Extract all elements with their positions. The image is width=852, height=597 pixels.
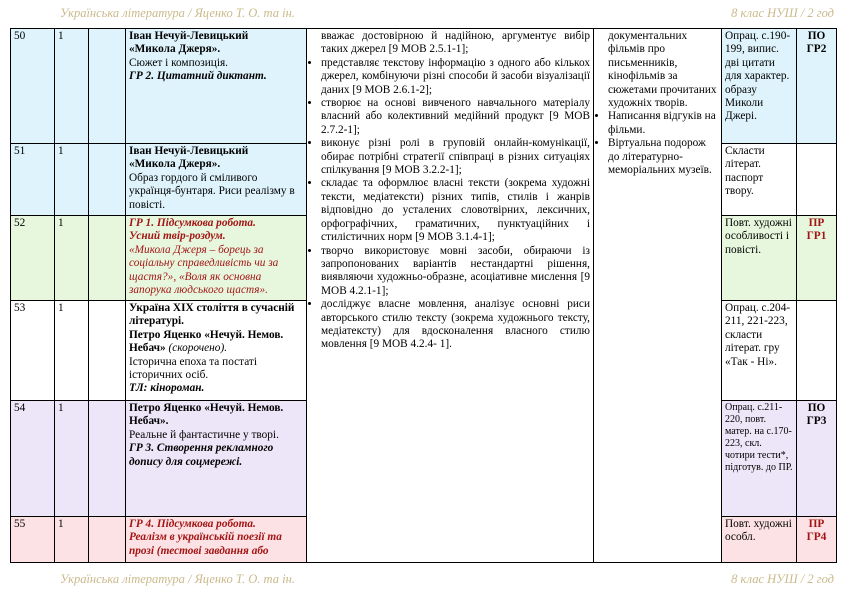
topic-subtitle: Усний твір-роздум. <box>129 230 226 243</box>
topic-text: «Микола Джеря – борець за соціальну справедливість чи за щастя?», «Воля як основна запорука людського щастя». <box>129 243 279 297</box>
list-item: • Написання відгуків на фільми. <box>608 110 718 137</box>
list-item: • досліджує власне мовлення, аналізує основні риси авторського стилю тексту (зокрема художнього тексту, медіатексту) для вдосконалення власного стилю мовлення [9 МОВ 4.2.4- 1]. <box>321 298 590 352</box>
topic-work: «Микола Джеря». <box>129 158 221 171</box>
lesson-topic <box>126 401 307 517</box>
header-left: Українська література / Яценко Т. О. та ін. <box>60 6 295 20</box>
date-cell <box>89 517 126 563</box>
assessment-code: ПО ГР2 <box>797 29 837 144</box>
page-header <box>60 6 834 21</box>
learning-outcomes <box>307 29 594 563</box>
assessment-code <box>797 144 837 216</box>
activities-list <box>597 110 718 177</box>
lesson-topic <box>126 29 307 144</box>
assessment-code: ПО ГР3 <box>797 401 837 517</box>
topic-author: Іван Нечуй-Левицький <box>129 145 249 157</box>
homework: Опрац. с.204-211, 221-223, скласти літерат. гру «Так - Ні». <box>722 301 797 401</box>
row-number: 54 <box>11 401 55 517</box>
topic-text: Образ гордого й сміливого українця-бунтаря. Риси реалізму в повісті. <box>129 171 295 211</box>
topic-note: (скорочено). <box>168 342 228 355</box>
topic-work: Петро Яценко «Нечуй. Немов. Небач». <box>129 402 284 428</box>
row-hours: 1 <box>55 29 89 144</box>
lesson-topic <box>126 216 307 301</box>
list-item: • творчо використовує мовні засоби, обираючи із запропонованих варіантів нестандартні рішення, виявляючи художньо-образне, асоціативне мислення [9 МОВ 4.2.1-1]; <box>321 245 590 299</box>
date-cell <box>89 401 126 517</box>
list-item: • Віртуальна подорож до літературно-меморіальних музеїв. <box>608 137 718 177</box>
assessment-code: ПР ГР4 <box>797 517 837 563</box>
list-item: • виконує різні ролі в груповій онлайн-комунікації, обирає потрібні стратегії співпраці в різних ситуаціях спілкування [9 МОВ 3.2.2-1]; <box>321 137 590 177</box>
date-cell <box>89 144 126 216</box>
date-cell <box>89 216 126 301</box>
lesson-topic <box>126 144 307 216</box>
footer-left: Українська література / Яценко Т. О. та ін. <box>60 572 295 586</box>
list-item: • представляє текстову інформацію з одного або кількох джерел, комбінуючи різні способи й засоби візуалізації даних [9 МОВ 2.6.1-2]; <box>321 57 590 97</box>
header-right: 8 клас НУШ / 2 год <box>731 6 834 20</box>
homework: Скласти літерат. паспорт твору. <box>722 144 797 216</box>
outcome-list <box>310 57 590 352</box>
topic-task: ГР 2. Цитатний диктант. <box>129 70 267 83</box>
row-number: 55 <box>11 517 55 563</box>
date-cell <box>89 301 126 401</box>
topic-title: Україна XIX століття в сучасній літературі. <box>129 302 295 328</box>
assessment-code: ПР ГР1 <box>797 216 837 301</box>
row-hours: 1 <box>55 216 89 301</box>
assessment-code <box>797 301 837 401</box>
topic-title: ГР 4. Підсумкова робота. <box>129 518 256 530</box>
row-hours: 1 <box>55 144 89 216</box>
lesson-table <box>10 28 837 563</box>
row-number: 53 <box>11 301 55 401</box>
outcome-continued: вважає достовірною й надійною, аргументує вибір таких джерел [9 МОВ 2.5.1-1]; <box>321 30 590 56</box>
lesson-topic <box>126 517 307 563</box>
lesson-topic <box>126 301 307 401</box>
topic-work: Петро Яценко «Нечуй. Немов. Небач» <box>129 328 284 355</box>
topic-text: Історична епоха та постаті історичних осіб. <box>129 355 258 382</box>
page-footer <box>60 572 834 587</box>
homework: Опрац. с.211-220, повт. матер. на с.170-223, скл. чотири тести*, підготув. до ПР. <box>722 401 797 517</box>
topic-text: Сюжет і композиція. <box>129 56 228 69</box>
row-number: 52 <box>11 216 55 301</box>
date-cell <box>89 29 126 144</box>
topic-text: Реальне й фантастичне у творі. <box>129 428 279 441</box>
topic-task: ГР 3. Створення рекламного допису для соцмережі. <box>129 442 274 468</box>
list-item: • створює на основі вивченого навчального матеріалу власний або колективний медійний продукт [9 МОВ 2.7.2-1]; <box>321 97 590 137</box>
list-item: • складає та оформлює власні тексти (зокрема художні тексти, медіатексти) різних типів, стилів і жанрів відповідно до усталених словотвірних, лексичних, орфографічних, граматичних, пунктуаційних і стилістичних норм [9 МОВ 3.1.4-1]; <box>321 177 590 244</box>
row-hours: 1 <box>55 301 89 401</box>
activities-intro: документальних фільмів про письменників, кінофільмів за сюжетами прочитаних художніх творів. <box>608 30 717 110</box>
topic-author: Іван Нечуй-Левицький <box>129 30 249 42</box>
homework: Повт. художні особливості і повісті. <box>722 216 797 301</box>
homework: Опрац. с.190-199, випис. дві цитати для характер. образу Миколи Джері. <box>722 29 797 144</box>
table-row <box>11 29 837 144</box>
row-number: 51 <box>11 144 55 216</box>
topic-subtitle: Реалізм в українській поезії та прозі (тестові завдання або <box>129 531 282 557</box>
footer-right: 8 клас НУШ / 2 год <box>731 572 834 586</box>
topic-work: «Микола Джеря». <box>129 43 221 56</box>
topic-title: ГР 1. Підсумкова робота. <box>129 217 256 229</box>
topic-term: ТЛ: кінороман. <box>129 382 205 395</box>
homework: Повт. художні особл. <box>722 517 797 563</box>
activities-cell <box>594 29 722 563</box>
row-hours: 1 <box>55 401 89 517</box>
row-hours: 1 <box>55 517 89 563</box>
row-number: 50 <box>11 29 55 144</box>
